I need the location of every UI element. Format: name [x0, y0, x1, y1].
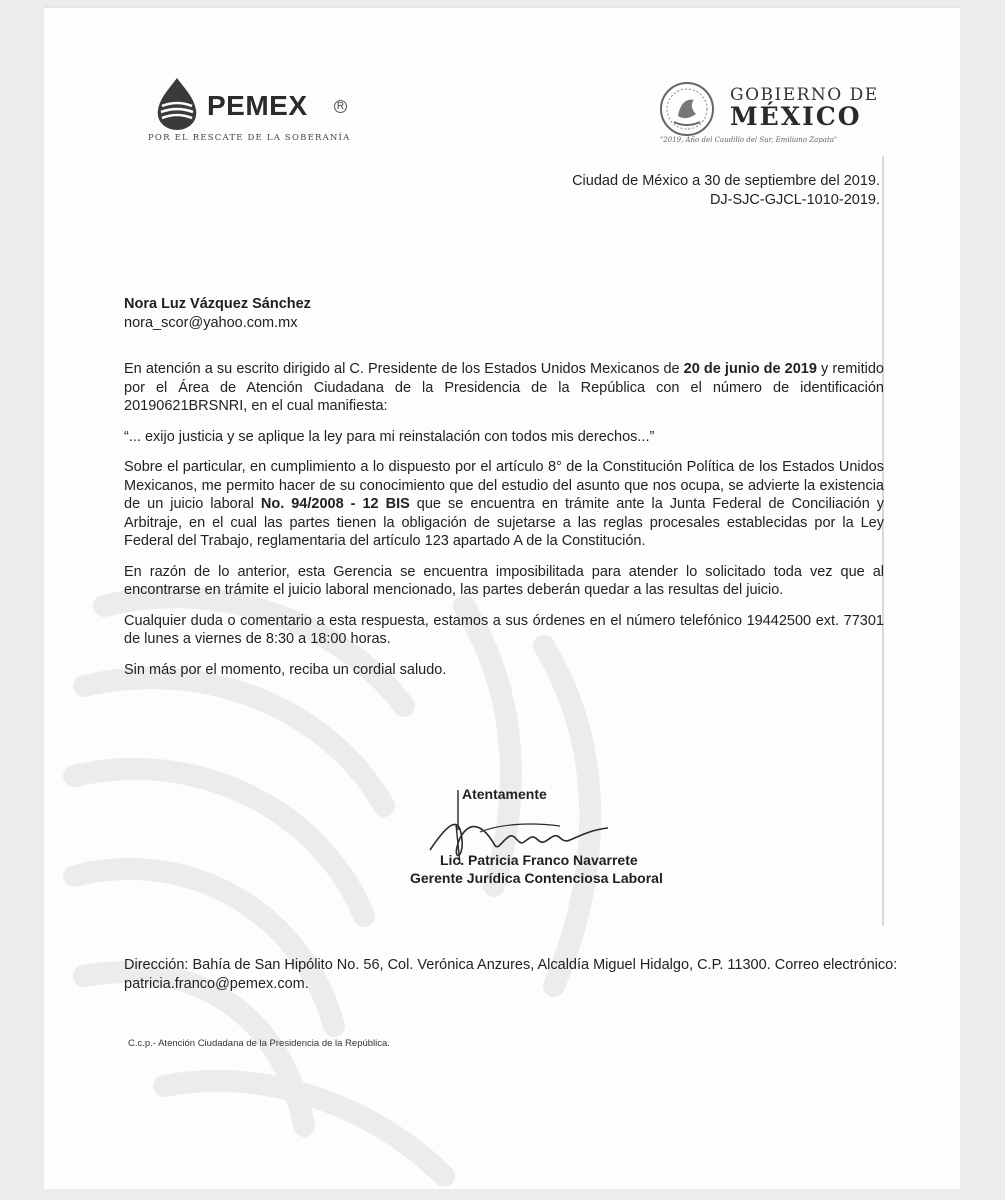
- paragraph-4: En razón de lo anterior, esta Gerencia se encuentra imposibilitada para atender lo solicitado toda vez que al encontrarse en trámite el juicio laboral mencionado, las partes deberán quedar a las resultas del juicio.: [124, 563, 884, 598]
- signer-title: Gerente Jurídica Contenciosa Laboral: [410, 870, 663, 886]
- paragraph-3-end: que se encuentra en trámite ante la Junta Federal de Conciliación y Arbitraje, en el cual las partes tienen la obligación de sujetarse a las reglas procesales establecidas por la Ley Federal del Trabajo, reglamentaria del artículo 123 apartado A de la Constitución.: [124, 496, 885, 549]
- carbon-copy-note: C.c.p.- Atención Ciudadana de la Presidencia de la República.: [128, 1038, 390, 1049]
- signer-name: Lic. Patricia Franco Navarrete: [440, 852, 638, 868]
- gobierno-heading: GOBIERNO DE: [730, 85, 879, 105]
- paragraph-6: Sin más por el momento, reciba un cordial saludo.: [124, 661, 447, 678]
- letter-page: [44, 6, 960, 1189]
- paragraph-1-date: 20 de junio de 2019: [683, 361, 817, 377]
- pemex-logo-icon: [148, 76, 206, 132]
- place-date: Ciudad de México a 30 de septiembre del 2019.: [572, 173, 880, 189]
- closing-text: Atentamente: [462, 786, 547, 802]
- recipient-block: [124, 295, 311, 333]
- letter-body: [124, 360, 884, 691]
- mexico-heading: MÉXICO: [730, 102, 862, 131]
- paragraph-3-start: Sobre el particular, en cumplimiento a lo dispuesto por el artículo 8° de la Constitución Política de los Estados Unidos Mexicanos, me permito hacer de su conocimiento que del estudio del asunto que nos ocupa, se advierte la existencia de un juicio laboral: [124, 459, 884, 512]
- pemex-wordmark: PEMEX: [207, 90, 308, 121]
- recipient-email: nora_scor@yahoo.com.mx: [124, 315, 298, 331]
- footer-address: Dirección: Bahía de San Hipólito No. 56, Col. Verónica Anzures, Alcaldía Miguel Hidalgo, C.P. 11300. Correo electrónico: patricia.franco@pemex.com.: [124, 957, 898, 992]
- national-seal-icon: [656, 80, 718, 138]
- registered-mark: R: [334, 100, 347, 113]
- quote-paragraph: “... exijo justicia y se aplique la ley para mi reinstalación con todos mis derechos...”: [124, 428, 655, 445]
- page-edge: [44, 6, 960, 8]
- year-motto: "2019, Año del Caudillo del Sur, Emiliano Zapata": [660, 136, 838, 144]
- date-reference-block: [572, 172, 880, 210]
- case-number: No. 94/2008 - 12 BIS: [260, 496, 410, 512]
- paragraph-1: [124, 360, 884, 416]
- recipient-name: Nora Luz Vázquez Sánchez: [124, 296, 311, 312]
- reference-number: DJ-SJC-GJCL-1010-2019.: [709, 192, 880, 208]
- paragraph-3: [124, 458, 884, 551]
- paragraph-5: Cualquier duda o comentario a esta respuesta, estamos a sus órdenes en el número telefónico 19442500 ext. 77301 de lunes a viernes de 8:30 a 18:00 horas.: [124, 612, 884, 647]
- pemex-motto: POR EL RESCATE DE LA SOBERANÍA: [148, 133, 351, 143]
- paragraph-1-start: En atención a su escrito dirigido al C. Presidente de los Estados Unidos Mexicanos de: [124, 361, 684, 377]
- paragraph-1-end: y remitido por el Área de Atención Ciudadana de la Presidencia de la República con el número de identificación 20190621BRSNRI, en el cual manifiesta:: [124, 361, 884, 414]
